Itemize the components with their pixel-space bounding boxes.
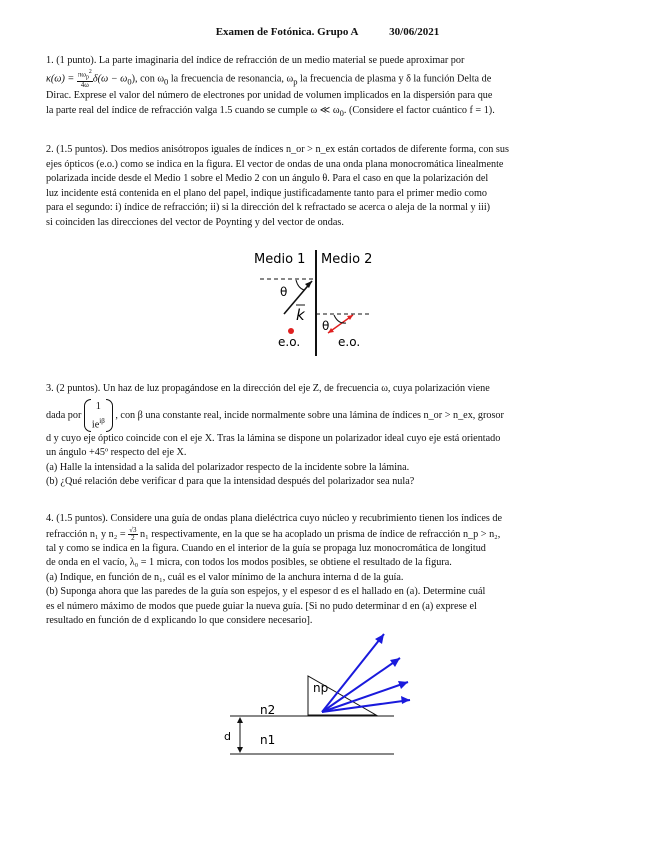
waveguide-prism-figure — [218, 628, 428, 764]
q4-fraction — [128, 527, 137, 542]
q1-line3: la parte real del índice de refracción valga 1.5 cuando se cumple ω ≪ ω — [46, 104, 340, 116]
jones-vector-top: 1 — [95, 400, 101, 412]
question-1: 1. (1 punto). La parte imaginaria del índice de refracción de un medio material se puede aproximar por κ(ω) = $\frac{\pi\omega_p^2}{4\omega}$ $\delta(\omega - \omega_0)$, con $\omega_0$ la frecuencia de resonancia, $\omega_p$ la frecuencia de plasma y δ la función Delta de Dirac. Exprese el valor del número de electrones por unidad de volumen implicados en la dispersión para que la parte real del índice de refracción valga 1.5 cuando se cumple ω ≪ $\omega_0$. (Considere el factor cuántico f = 1). — [46, 54, 614, 120]
q2-line: luz incidente está contenida en el plano del papel, indique justificadamente tanto para el primer medio como — [46, 187, 488, 199]
medium-2-label: Medio 2 — [321, 252, 373, 267]
n2-label: n2 — [260, 703, 276, 717]
ray-2-arrowhead — [390, 658, 400, 667]
q4-line: resultado en función de d explicando lo que considere necesario]. — [46, 615, 313, 627]
q1-text-d: la frecuencia de plasma y δ la función Delta de — [300, 73, 492, 85]
q1-text-b: , con ω — [134, 73, 165, 85]
anisotropic-media-figure — [250, 244, 390, 360]
q2-line: si coinciden las direcciones del vector de Poynting y del vector de ondas. — [46, 216, 344, 228]
q1-frac-num: πω — [77, 69, 86, 78]
q1-formula-lhs: κ(ω) = — [46, 73, 75, 85]
q1-fraction — [77, 69, 93, 90]
q4-frac-num: √3 — [129, 525, 137, 534]
q3-line2-pre: dada por — [46, 409, 82, 421]
n1-label: n1 — [260, 733, 276, 747]
q1-line2: Dirac. Exprese el valor del número de electrones por unidad de volumen implicados en la dispersión para que — [46, 90, 493, 102]
exam-header — [0, 26, 655, 38]
d-arrowhead-bottom — [237, 747, 243, 753]
q4-line2-pre: refracción n₁ y n₂ = — [46, 528, 126, 540]
q4-part-b: (b) Suponga ahora que las paredes de la guía son espejos, y el espesor d es el hallado en (a). Determine cuál — [46, 586, 486, 598]
jones-vector-bottom: ie — [91, 418, 100, 430]
q1-formula-rhs: δ(ω − ω — [92, 73, 128, 85]
q3-line1: 3. (2 puntos). Un haz de luz propagándose en la dirección del eje Z, de frecuencia ω, cuya polarización viene — [46, 383, 490, 394]
exam-title: Examen de Fotónica. Grupo A — [215, 26, 359, 38]
q4-line: tal y como se indica en la figura. Cuando en el interior de la guía se propaga luz monocromática de longitud — [46, 542, 486, 554]
q2-line: 2. (1.5 puntos). Dos medios anisótropos iguales de índices n_or > n_ex están cortados de diferente forma, con sus — [46, 144, 509, 155]
optic-axis-dot — [288, 328, 294, 334]
q3-line2-post: , con β una constante real, incide normalmente sobre una lámina de índices n_or > n_ex, grosor — [115, 409, 504, 421]
ray-3-arrowhead — [398, 681, 408, 689]
q1-frac-num-exp: 2 — [88, 68, 92, 75]
jones-vector — [84, 399, 113, 432]
question-4 — [46, 512, 614, 629]
q4-line1: 4. (1.5 puntos). Considere una guía de ondas plana dieléctrica cuyo núcleo y recubrimiento tienen los índices de — [46, 513, 503, 524]
q3-part-a: (a) Halle la intensidad a la salida del polarizador respecto de la incidente sobre la lámina. — [46, 461, 410, 473]
q1-frac-den: 4ω — [80, 81, 89, 90]
theta-label-2: θ — [322, 319, 330, 333]
q1-frac-num-sub: p — [86, 74, 89, 81]
q4-line: de onda en el vacío, λ₀ = 1 micra, con todos los modos posibles, se obtiene el resultado de la figura. — [46, 557, 452, 569]
theta-label-1: θ — [280, 285, 288, 299]
eo-label-2: e.o. — [338, 335, 361, 349]
d-label: d — [224, 730, 231, 743]
q2-line: ejes ópticos (e.o.) como se indica en la figura. El vector de ondas de una onda plana monocromática linealmente — [46, 158, 504, 170]
jones-vector-bottom-exp: iβ — [99, 416, 105, 425]
medium-1-label: Medio 1 — [254, 252, 306, 267]
q2-line: polarizada incide desde el Medio 1 sobre el Medio 2 con un ángulo θ. Para el caso en que la polarización del — [46, 173, 489, 184]
theta-arc-1 — [296, 280, 304, 290]
eo-label-1: e.o. — [278, 335, 301, 349]
k-label: k — [296, 306, 305, 324]
question-3 — [46, 382, 614, 490]
q3-part-b: (b) ¿Qué relación debe verificar d para que la intensidad después del polarizador sea nula? — [46, 476, 415, 488]
np-label: np — [313, 681, 329, 695]
q1-text-a: La parte imaginaria del índice de refracción de un medio material se puede aproximar por — [98, 55, 465, 66]
q1-points: (1 punto). — [56, 55, 97, 66]
q3-line: un ángulo +45º respecto del eje X. — [46, 447, 187, 459]
d-arrowhead-top — [237, 717, 243, 723]
q1-line3-end: . (Considere el factor cuántico f = 1). — [343, 104, 495, 116]
q1-number: 1. — [46, 55, 54, 66]
q4-frac-den: 2 — [131, 533, 135, 542]
q2-line: para el segundo: i) índice de refracción; ii) si la dirección del k refractado se acerca o aleja de la normal y iii) — [46, 202, 491, 213]
exam-date: 30/06/2021 — [389, 26, 440, 38]
ray-4-arrowhead — [401, 696, 410, 704]
question-2 — [46, 143, 614, 230]
q4-line2-post: n₁ respectivamente, en la que se ha acoplado un prisma de índice de refracción n_p > n₂, — [140, 528, 501, 540]
q4-part-a: (a) Indique, en función de n₁, cuál es el valor mínimo de la anchura interna d de la guía. — [46, 571, 404, 583]
q3-line: d y cuyo eje óptico coincide con el eje X. Tras la lámina se dispone un polarizador ideal cuyo eje está orientado — [46, 432, 501, 444]
q4-line: es el número máximo de modos que puede guiar la nueva guía. [Si no pudo determinar d en (a) exprese el — [46, 600, 477, 612]
q1-text-c: la frecuencia de resonancia, ω — [170, 73, 294, 85]
